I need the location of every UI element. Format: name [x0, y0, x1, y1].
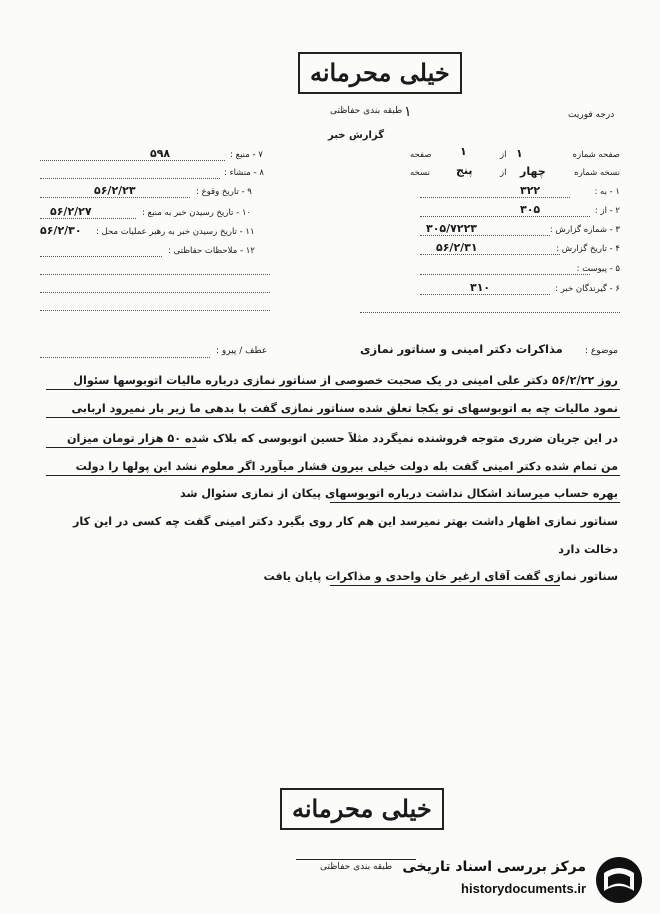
- subject-text: مذاکرات دکتر امینی و سناتور نمازی: [360, 342, 563, 356]
- priority-label: درجه فوریت: [568, 110, 615, 120]
- occurrence-date-label: ۹ - تاریخ وقوع :: [196, 187, 252, 197]
- security-notes-label: ۱۲ - ملاحظات حفاظتی :: [168, 246, 255, 256]
- underline: [46, 416, 620, 418]
- from-dots: [420, 215, 590, 217]
- occurrence-date-value: ۵۶/۲/۲۳: [94, 184, 136, 197]
- source-value: ۵۹۸: [150, 147, 171, 160]
- news-to-operations-value: ۵۶/۲/۳۰: [40, 224, 82, 237]
- copy-of-label: از: [500, 168, 507, 178]
- copy-number-value: چهار: [520, 165, 546, 178]
- underline: [330, 501, 620, 503]
- recipients-label: ۶ - گیرندگان خبر :: [555, 284, 620, 294]
- report-type-title: گزارش خبر: [328, 130, 385, 141]
- source-label: ۷ - منبع :: [230, 150, 263, 160]
- underline: [46, 474, 620, 476]
- copy-total-value: پنج: [456, 164, 473, 177]
- copy-unit-label: نسخه: [410, 168, 430, 178]
- page-unit-label: صفحه: [410, 150, 432, 160]
- bottom-confidential-stamp: خیلی محرمانه: [280, 788, 444, 830]
- reference-dots: [40, 356, 210, 358]
- document-logo-icon: [594, 855, 644, 905]
- news-to-operations-date-label: ۱۱ - تاریخ رسیدن خبر به رهبر عملیات محل :: [96, 227, 255, 237]
- to-dots: [420, 196, 570, 198]
- underline: [46, 446, 196, 448]
- report-number-value: ۳۰۵/۷۲۲۳: [426, 222, 478, 235]
- body-line: دخالت دارد: [558, 543, 618, 556]
- to-label: ۱ - به :: [594, 187, 620, 197]
- body-line: سناتور نمازی اظهار داشت بهتر نمیرسد این هم کار روی بگیرد دکتر امینی گفت چه کسی در این کار: [72, 515, 618, 528]
- body-line: سناتور نمازی گفت آقای ارغیر خان واحدی و مذاکرات پایان یافت: [263, 570, 618, 583]
- attachment-dots: [420, 273, 590, 275]
- notes-dots-3: [40, 291, 270, 293]
- reference-label: عطف / پیرو :: [216, 346, 268, 356]
- attachment-label: ۵ - پیوست :: [576, 264, 620, 274]
- body-line: بهره حساب میرساند اشکال نداشت درباره اتوبوسهای پیکان از نمازی سئوال شد: [179, 487, 618, 500]
- bottom-classification-label: طبقه بندی حفاظتی: [320, 862, 393, 872]
- copy-number-label: نسخه شماره: [574, 168, 620, 178]
- from-value: ۳۰۵: [520, 203, 541, 216]
- security-notes-dots: [40, 255, 162, 257]
- page-number-value: ۱: [516, 147, 523, 160]
- page-number-label: صفحه شماره: [572, 150, 620, 160]
- body-line: روز ۵۶/۲/۲۲ دکتر علی امینی در یک صحبت خصوصی از سناتور نمازی درباره مالیات اتوبوسها سئوال: [73, 374, 618, 387]
- source-dots: [40, 159, 225, 161]
- page-total-value: ۱: [460, 145, 467, 158]
- page-of-label: از: [500, 150, 507, 160]
- report-number-label: ۳ - شماره گزارش :: [549, 225, 620, 235]
- body-line: نمود مالیات چه به اتوبوسهای تو یکجا تعلق شده سناتور نمازی گفت با بدهی ما زیر بار نمیرود اربابی: [71, 402, 618, 415]
- news-to-source-date-label: ۱۰ - تاریخ رسیدن خبر به منبع :: [142, 208, 252, 218]
- body-line: در این جریان ضرری متوجه فروشنده نمیگردد مثلاً حسین اتوبوسی که بلاک شده ۵۰ هزار تومان میزان: [66, 432, 618, 445]
- report-date-label: ۴ - تاریخ گزارش :: [556, 244, 620, 254]
- notes-dots-4: [40, 309, 270, 311]
- origin-dots: [40, 177, 220, 179]
- to-value: ۳۲۲: [520, 184, 541, 197]
- news-to-source-value: ۵۶/۲/۲۷: [50, 205, 92, 218]
- recipients-value: ۳۱۰: [470, 281, 491, 294]
- notes-dots-2: [40, 273, 270, 275]
- report-date-value: ۵۶/۲/۳۱: [436, 241, 478, 254]
- subject-label: موضوع :: [584, 346, 618, 356]
- watermark: [378, 855, 650, 905]
- top-confidential-stamp: خیلی محرمانه: [298, 52, 462, 94]
- watermark-title: مرکز بررسی اسناد تاریخی: [402, 859, 586, 875]
- body-line: من تمام شده دکتر امینی گفت بله دولت خیلی بیرون فشار میآورد اگر معلوم نشد این پولها را دولت: [75, 460, 618, 473]
- origin-label: ۸ - منشاء :: [224, 168, 264, 178]
- classification-label: طبقه بندی حفاظتی: [330, 106, 403, 116]
- underline: [46, 388, 620, 390]
- watermark-url: historydocuments.ir: [461, 881, 586, 896]
- from-label: ۲ - از :: [594, 206, 620, 216]
- classification-mark: ۱: [404, 104, 412, 120]
- recipients-extra-dots: [360, 311, 620, 313]
- underline: [330, 584, 560, 586]
